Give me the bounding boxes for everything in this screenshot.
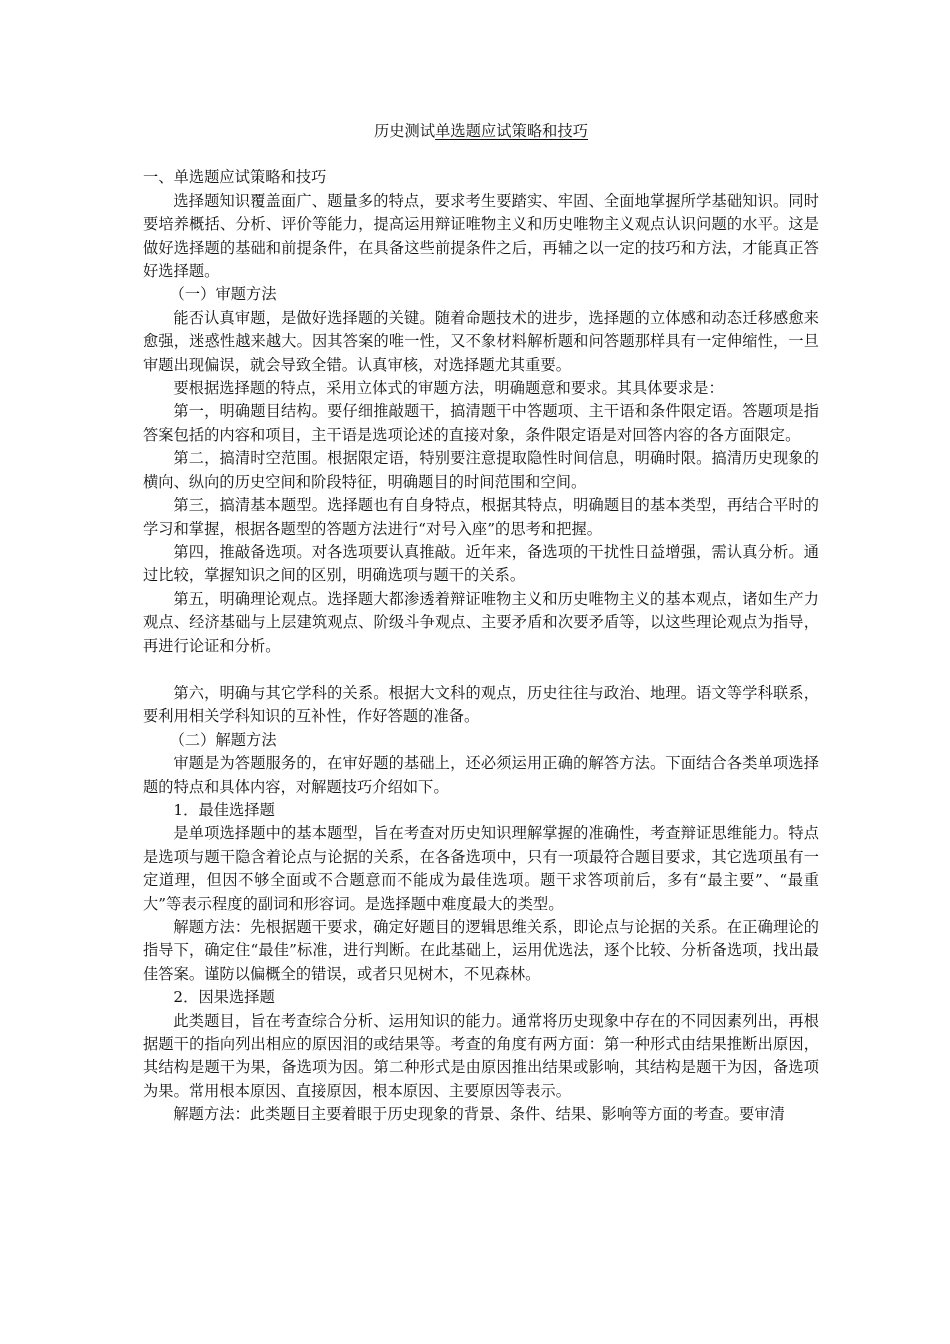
title-underlined: 单选题应试策略和技巧 bbox=[435, 122, 589, 140]
section-heading: 一、单选题应试策略和技巧 bbox=[143, 168, 327, 187]
paragraph: 第三，搞清基本题型。选择题也有自身特点，根据其特点，明确题目的基本类型，再结合平时的学习和掌握，根据各题型的答题方法进行“对号入座”的思考和把握。 bbox=[143, 496, 819, 538]
paragraph: 选择题知识覆盖面广、题量多的特点，要求考生要踏实、牢固、全面地掌握所学基础知识。同时要培养概括、分析、评价等能力，提高运用辩证唯物主义和历史唯物主义观点认识问题的水平。这是做好选择题的基础和前提条件，在具备这些前提条件之后，再辅之以一定的技巧和方法，才能真正答好选择题。 bbox=[143, 191, 819, 281]
title-plain: 历史测试 bbox=[373, 122, 436, 140]
paragraph: 第六，明确与其它学科的关系。根据大文科的观点，历史往往与政治、地理。语文等学科联系，要利用相关学科知识的互补性，作好答题的准备。 bbox=[143, 683, 819, 726]
paragraph: 第二，搞清时空范围。根据限定语，特别要注意提取隐性时间信息，明确时限。搞清历史现象的横向、纵向的历史空间和阶段特征，明确题目的时间范围和空间。 bbox=[143, 449, 819, 491]
item-heading: 1．最佳选择题 bbox=[173, 800, 275, 819]
paragraph: 是单项选择题中的基本题型，旨在考查对历史知识理解掌握的准确性，考查辩证思维能力。特点是选项与题干隐含着论点与论据的关系，在各备选项中，只有一项最符合题目要求，其它选项虽有一定道理，但因不够全面或不合题意而不能成为最佳选项。题干求答项前后，多有“最主要”、“最重大”等表示程度的副词和形容词。是选择题中难度最大的类型。 bbox=[143, 824, 819, 913]
paragraph: 要根据选择题的特点，采用立体式的审题方法，明确题意和要求。其具体要求是： bbox=[173, 379, 724, 398]
paragraph: 第五，明确理论观点。选择题大都渗透着辩证唯物主义和历史唯物主义的基本观点，诸如生产力观点、经济基础与上层建筑观点、阶级斗争观点、主要矛盾和次要矛盾等，以这些理论观点为指导，再进行论证和分析。 bbox=[143, 589, 819, 655]
paragraph: 第一，明确题目结构。要仔细推敲题干，搞清题干中答题项、主干语和条件限定语。答题项是指答案包括的内容和项目，主干语是选项论述的直接对象，条件限定语是对回答内容的各方面限定。 bbox=[143, 402, 819, 444]
subsection-heading: （一）审题方法 bbox=[169, 285, 277, 304]
paragraph: 能否认真审题，是做好选择题的关键。随着命题技术的进步，选择题的立体感和动态迁移感愈来愈强，迷惑性越来越大。因其答案的唯一性，又不象材料解析题和问答题那样具有一定伸缩性，一旦审题出现偏误，就会导致全错。认真审核，对选择题尤其重要。 bbox=[143, 308, 819, 374]
paragraph: 此类题目，旨在考查综合分析、运用知识的能力。通常将历史现象中存在的不同因素列出，再根据题干的指向列出相应的原因泪的或结果等。考查的角度有两方面：第一种形式由结果推断出原因，其结构是题干为果，备选项为因。第二种形式是由原因推出结果或影响，其结构是题干为因，备选项为果。常用根本原因、直接原因，根本原因、主要原因等表示。 bbox=[143, 1011, 819, 1100]
paragraph: 第四，推敲备选项。对各选项要认真推敲。近年来，备选项的干扰性日益增强，需认真分析。通过比较，掌握知识之间的区别，明确选项与题干的关系。 bbox=[143, 542, 819, 585]
document-title bbox=[143, 120, 819, 143]
blank-line bbox=[143, 658, 819, 682]
paragraph: 解题方法：此类题目主要着眼于历史现象的背景、条件、结果、影响等方面的考查。要审清 bbox=[173, 1105, 785, 1124]
paragraph: 解题方法：先根据题干要求，确定好题目的逻辑思维关系，即论点与论据的关系。在正确理论的指导下，确定住“最佳”标准，进行判断。在此基础上，运用优选法，逐个比较、分析备选项，找出最佳答案。谨防以偏概全的错误，或者只见树木，不见森林。 bbox=[143, 918, 819, 983]
document-body bbox=[143, 120, 819, 1127]
subsection-heading: （二）解题方法 bbox=[169, 730, 277, 749]
item-heading: 2．因果选择题 bbox=[173, 988, 275, 1007]
paragraph: 审题是为答题服务的，在审好题的基础上，还必须运用正确的解答方法。下面结合各类单项选择题的特点和具体内容，对解题技巧介绍如下。 bbox=[143, 754, 819, 796]
